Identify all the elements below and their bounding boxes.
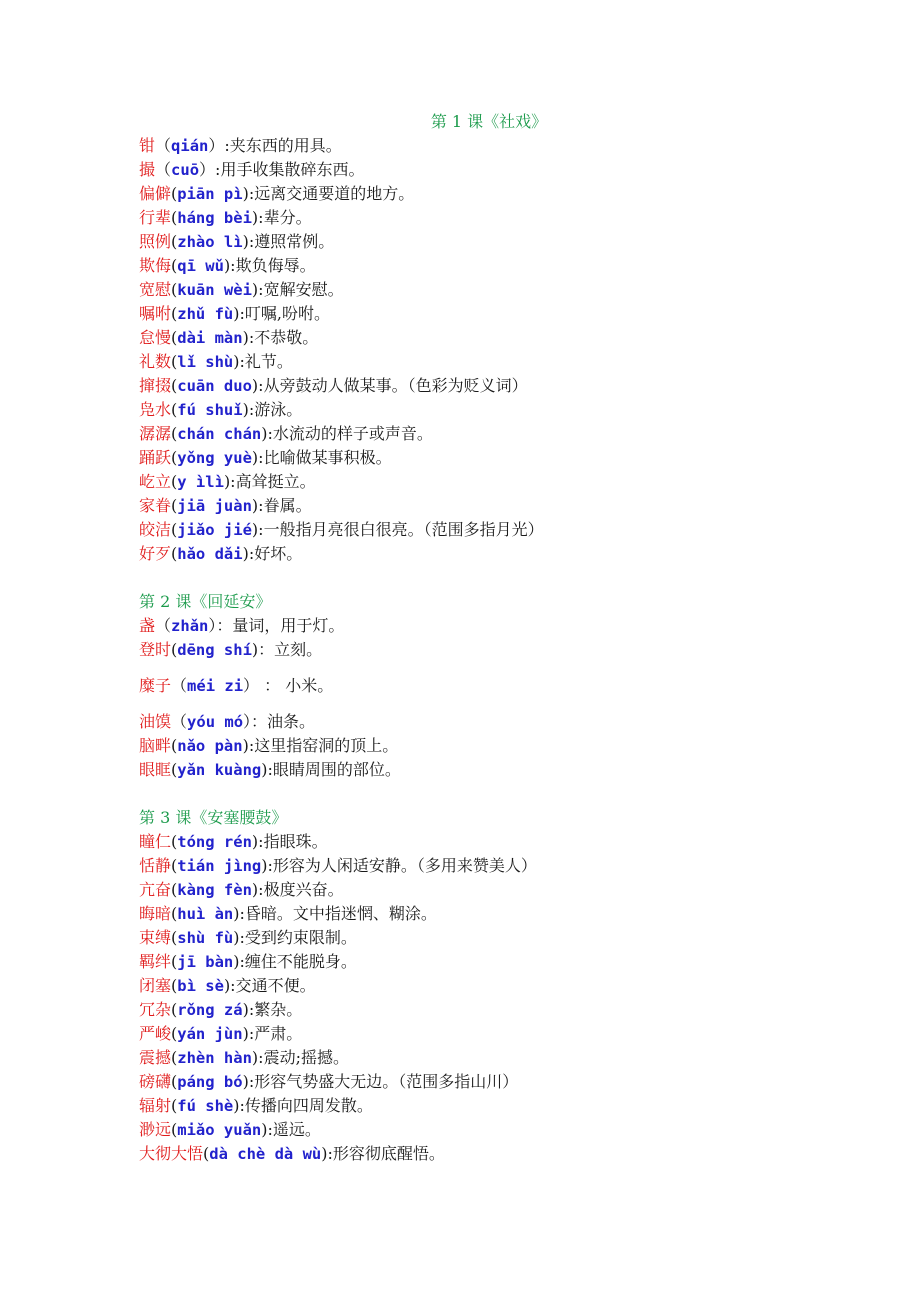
- vocab-pinyin: jī bàn: [177, 953, 234, 971]
- vocab-pinyin: páng bó: [177, 1073, 243, 1091]
- vocab-pinyin: chán chán: [177, 425, 262, 443]
- vocab-definition: 水流动的样子或声音。: [272, 424, 433, 443]
- open-paren: (: [171, 304, 178, 323]
- vocab-pinyin: hǎo dǎi: [177, 545, 243, 563]
- vocab-pinyin: méi zi: [187, 677, 244, 695]
- close-paren: ）:: [208, 136, 230, 155]
- vocab-definition: 指眼珠。: [263, 832, 328, 851]
- vocab-word: 恬静: [139, 856, 172, 875]
- vocab-definition: 小米。: [280, 676, 334, 695]
- close-paren: ):: [261, 760, 273, 779]
- vocab-pinyin: yóu mó: [187, 713, 244, 731]
- vocab-word: 羁绊: [139, 952, 172, 971]
- vocab-definition: 用手收集散碎东西。: [220, 160, 365, 179]
- vocab-word: 家眷: [139, 496, 172, 515]
- vocab-word: 礼数: [139, 352, 172, 371]
- lesson-2-entries: [139, 614, 859, 782]
- close-paren: ）：: [208, 616, 233, 635]
- close-paren: ):: [242, 232, 255, 251]
- open-paren: (: [171, 640, 178, 659]
- close-paren: ):: [251, 520, 264, 539]
- vocab-definition: 不恭敬。: [254, 328, 319, 347]
- lesson-3-entries: [139, 830, 859, 1166]
- vocab-entry: [139, 206, 859, 230]
- spacer: [139, 566, 859, 590]
- vocab-pinyin: yǒng yuè: [177, 449, 252, 467]
- vocab-pinyin: dà chè dà wù: [209, 1145, 322, 1163]
- open-paren: (: [171, 832, 178, 851]
- vocab-entry: [139, 1022, 859, 1046]
- vocab-word: 皎洁: [139, 520, 172, 539]
- vocab-pinyin: kuān wèi: [177, 281, 252, 299]
- vocab-definition: 遵照常例。: [254, 232, 335, 251]
- vocab-pinyin: miǎo yuǎn: [177, 1121, 262, 1139]
- open-paren: (: [171, 424, 178, 443]
- open-paren: (: [171, 256, 178, 275]
- vocab-word: 好歹: [139, 544, 172, 563]
- vocab-pinyin: háng bèi: [177, 209, 252, 227]
- vocab-entry: [139, 134, 859, 158]
- vocab-pinyin: bì sè: [177, 977, 224, 995]
- vocab-word: 照例: [139, 232, 172, 251]
- vocab-pinyin: zhèn hàn: [177, 1049, 252, 1067]
- open-paren: （: [171, 712, 188, 731]
- vocab-pinyin: y ìlì: [177, 473, 224, 491]
- open-paren: (: [171, 328, 178, 347]
- close-paren: ):: [242, 1072, 255, 1091]
- open-paren: （: [155, 616, 172, 635]
- close-paren: ):: [242, 736, 255, 755]
- vocab-word: 潺潺: [139, 424, 172, 443]
- vocab-word: 晦暗: [139, 904, 172, 923]
- spacer: [139, 782, 859, 806]
- vocab-word: 糜子: [139, 676, 172, 695]
- vocab-definition: 形容为人闲适安静。（多用来赞美人）: [272, 856, 537, 875]
- vocab-word: 欺侮: [139, 256, 172, 275]
- vocab-word: 束缚: [139, 928, 172, 947]
- vocab-entry: [139, 230, 859, 254]
- close-paren: ):: [321, 1144, 333, 1163]
- vocab-definition: 从旁鼓动人做某事。（色彩为贬义词）: [263, 376, 528, 395]
- close-paren: ):: [251, 880, 264, 899]
- vocab-entry: [139, 1070, 859, 1094]
- vocab-entry: [139, 674, 859, 698]
- open-paren: (: [171, 1072, 178, 1091]
- open-paren: (: [171, 1024, 178, 1043]
- vocab-definition: 好坏。: [254, 544, 303, 563]
- close-paren: ):: [233, 1096, 245, 1115]
- open-paren: (: [171, 904, 178, 923]
- vocab-word: 震撼: [139, 1048, 172, 1067]
- vocab-entry: [139, 446, 859, 470]
- vocab-word: 亢奋: [139, 880, 172, 899]
- close-paren: ):: [233, 952, 245, 971]
- close-paren: ):: [251, 448, 264, 467]
- close-paren: ):: [242, 400, 255, 419]
- open-paren: (: [171, 736, 178, 755]
- vocab-definition: 夹东西的用具。: [229, 136, 342, 155]
- vocab-word: 闭塞: [139, 976, 172, 995]
- close-paren: ):: [251, 832, 264, 851]
- close-paren: ):: [242, 184, 255, 203]
- open-paren: (: [171, 496, 178, 515]
- vocab-definition: 受到约束限制。: [244, 928, 357, 947]
- vocab-definition: 遥远。: [272, 1120, 321, 1139]
- vocab-word: 渺远: [139, 1120, 172, 1139]
- vocab-word: 冗杂: [139, 1000, 172, 1019]
- vocab-word: 登时: [139, 640, 172, 659]
- vocab-word: 屹立: [139, 472, 172, 491]
- open-paren: (: [171, 472, 178, 491]
- vocab-word: 严峻: [139, 1024, 172, 1043]
- close-paren: ):: [251, 208, 264, 227]
- vocab-entry: [139, 326, 859, 350]
- close-paren: ):: [233, 352, 245, 371]
- open-paren: (: [203, 1144, 210, 1163]
- vocab-entry: [139, 974, 859, 998]
- vocab-word: 凫水: [139, 400, 172, 419]
- vocab-pinyin: zhǎn: [171, 617, 209, 635]
- vocab-definition: 极度兴奋。: [263, 880, 344, 899]
- open-paren: (: [171, 448, 178, 467]
- vocab-entry: [139, 998, 859, 1022]
- close-paren: ):: [251, 1048, 264, 1067]
- open-paren: (: [171, 208, 178, 227]
- open-paren: (: [171, 232, 178, 251]
- open-paren: (: [171, 856, 178, 875]
- open-paren: （: [155, 136, 172, 155]
- vocab-entry: [139, 734, 859, 758]
- open-paren: （: [155, 160, 172, 179]
- vocab-word: 瞳仁: [139, 832, 172, 851]
- close-paren: ):: [242, 544, 255, 563]
- close-paren: ):: [242, 1024, 255, 1043]
- vocab-definition: 宽解安慰。: [263, 280, 344, 299]
- vocab-definition: 叮嘱,吩咐。: [244, 304, 330, 323]
- vocab-definition: 量词，用于灯。: [232, 616, 345, 635]
- vocab-entry: [139, 614, 859, 638]
- vocab-pinyin: cuō: [171, 161, 200, 179]
- close-paren: ):: [251, 496, 264, 515]
- close-paren: ):: [242, 328, 255, 347]
- vocab-pinyin: yǎn kuàng: [177, 761, 262, 779]
- vocab-definition: 繁杂。: [254, 1000, 303, 1019]
- vocab-pinyin: yán jùn: [177, 1025, 243, 1043]
- vocab-word: 盏: [139, 616, 156, 635]
- vocab-definition: 欺负侮辱。: [235, 256, 316, 275]
- open-paren: (: [171, 352, 178, 371]
- open-paren: (: [171, 184, 178, 203]
- close-paren: ）：: [243, 712, 268, 731]
- close-paren: ):: [233, 904, 245, 923]
- vocab-pinyin: rǒng zá: [177, 1001, 243, 1019]
- vocab-pinyin: kàng fèn: [177, 881, 252, 899]
- vocab-pinyin: nǎo pàn: [177, 737, 243, 755]
- close-paren: ):: [242, 1000, 255, 1019]
- vocab-word: 怠慢: [139, 328, 172, 347]
- close-paren: ):: [261, 424, 273, 443]
- close-paren: ):: [261, 1120, 273, 1139]
- open-paren: (: [171, 400, 178, 419]
- open-paren: (: [171, 280, 178, 299]
- vocab-pinyin: tián jìng: [177, 857, 262, 875]
- vocab-entry: [139, 398, 859, 422]
- vocab-entry: [139, 854, 859, 878]
- vocab-entry: [139, 542, 859, 566]
- vocab-entry: [139, 158, 859, 182]
- vocab-entry: [139, 950, 859, 974]
- vocab-definition: 游泳。: [254, 400, 303, 419]
- vocab-definition: 油条。: [267, 712, 316, 731]
- vocab-pinyin: piān pì: [177, 185, 243, 203]
- vocab-pinyin: lǐ shù: [177, 353, 234, 371]
- vocab-definition: 交通不便。: [235, 976, 316, 995]
- close-paren: ):: [233, 928, 245, 947]
- vocab-pinyin: tóng rén: [177, 833, 252, 851]
- open-paren: (: [171, 520, 178, 539]
- lesson-1-title: 第 1 课《社戏》: [430, 112, 548, 131]
- vocab-pinyin: jiā juàn: [177, 497, 252, 515]
- vocab-definition: 形容彻底醒悟。: [332, 1144, 445, 1163]
- vocab-entry: [139, 302, 859, 326]
- close-paren: ):: [251, 280, 264, 299]
- vocab-word: 宽慰: [139, 280, 172, 299]
- vocab-word: 撮: [139, 160, 156, 179]
- vocab-definition: 高耸挺立。: [235, 472, 316, 491]
- vocab-definition: 眷属。: [263, 496, 312, 515]
- vocab-definition: 一般指月亮很白很亮。（范围多指月光）: [263, 520, 544, 539]
- close-paren: )：: [251, 640, 275, 659]
- vocab-entry: [139, 422, 859, 446]
- close-paren: ） ：: [243, 676, 281, 695]
- vocab-pinyin: zhǔ fù: [177, 305, 234, 323]
- vocab-definition: 立刻。: [274, 640, 323, 659]
- vocab-word: 辐射: [139, 1096, 172, 1115]
- vocab-word: 行辈: [139, 208, 172, 227]
- vocab-definition: 形容气势盛大无边。（范围多指山川）: [254, 1072, 519, 1091]
- close-paren: ):: [223, 256, 236, 275]
- vocab-word: 钳: [139, 136, 156, 155]
- close-paren: ):: [251, 376, 264, 395]
- close-paren: ):: [233, 304, 245, 323]
- vocab-definition: 礼节。: [244, 352, 293, 371]
- open-paren: (: [171, 1120, 178, 1139]
- open-paren: (: [171, 952, 178, 971]
- vocab-word: 嘱咐: [139, 304, 172, 323]
- vocab-definition: 传播向四周发散。: [244, 1096, 373, 1115]
- vocab-entry: [139, 182, 859, 206]
- close-paren: ):: [223, 976, 236, 995]
- close-paren: ）:: [199, 160, 221, 179]
- vocab-word: 脑畔: [139, 736, 172, 755]
- vocab-entry: [139, 878, 859, 902]
- vocab-word: 磅礴: [139, 1072, 172, 1091]
- vocab-definition: 缠住不能脱身。: [244, 952, 357, 971]
- spacer: [139, 662, 859, 674]
- vocab-entry: [139, 926, 859, 950]
- vocabulary-document: [139, 110, 859, 1166]
- vocab-entry: [139, 254, 859, 278]
- vocab-pinyin: fú shuǐ: [177, 401, 243, 419]
- vocab-entry: [139, 494, 859, 518]
- vocab-entry: [139, 1094, 859, 1118]
- open-paren: (: [171, 760, 178, 779]
- vocab-entry: [139, 374, 859, 398]
- lesson-3-title: 第 3 课《安塞腰鼓》: [139, 808, 288, 827]
- vocab-word: 撺掇: [139, 376, 172, 395]
- open-paren: (: [171, 544, 178, 563]
- vocab-entry: [139, 278, 859, 302]
- open-paren: (: [171, 976, 178, 995]
- vocab-entry: [139, 470, 859, 494]
- close-paren: ):: [223, 472, 236, 491]
- vocab-definition: 严肃。: [254, 1024, 303, 1043]
- lesson-1-entries: [139, 134, 859, 566]
- vocab-word: 眼眶: [139, 760, 172, 779]
- vocab-word: 大彻大悟: [139, 1144, 204, 1163]
- open-paren: (: [171, 880, 178, 899]
- open-paren: (: [171, 1048, 178, 1067]
- vocab-word: 油馍: [139, 712, 172, 731]
- spacer: [139, 698, 859, 710]
- vocab-pinyin: dēng shí: [177, 641, 252, 659]
- vocab-entry: [139, 638, 859, 662]
- vocab-word: 偏僻: [139, 184, 172, 203]
- vocab-definition: 震动;摇撼。: [263, 1048, 349, 1067]
- open-paren: (: [171, 928, 178, 947]
- open-paren: (: [171, 376, 178, 395]
- vocab-entry: [139, 1118, 859, 1142]
- vocab-definition: 眼睛周围的部位。: [272, 760, 401, 779]
- vocab-pinyin: dài màn: [177, 329, 243, 347]
- vocab-pinyin: cuān duo: [177, 377, 252, 395]
- vocab-pinyin: huì àn: [177, 905, 234, 923]
- lesson-2-title: 第 2 课《回延安》: [139, 592, 272, 611]
- vocab-pinyin: fú shè: [177, 1097, 234, 1115]
- vocab-entry: [139, 1046, 859, 1070]
- vocab-pinyin: qián: [171, 137, 209, 155]
- vocab-pinyin: qī wǔ: [177, 257, 224, 275]
- vocab-word: 踊跃: [139, 448, 172, 467]
- vocab-entry: [139, 350, 859, 374]
- vocab-entry: [139, 902, 859, 926]
- vocab-definition: 昏暗。文中指迷惘、糊涂。: [244, 904, 437, 923]
- vocab-entry: [139, 518, 859, 542]
- vocab-definition: 这里指窑洞的顶上。: [254, 736, 399, 755]
- open-paren: (: [171, 1096, 178, 1115]
- vocab-pinyin: shù fù: [177, 929, 234, 947]
- vocab-definition: 远离交通要道的地方。: [254, 184, 415, 203]
- vocab-pinyin: zhào lì: [177, 233, 243, 251]
- vocab-entry: [139, 1142, 859, 1166]
- open-paren: （: [171, 676, 188, 695]
- open-paren: (: [171, 1000, 178, 1019]
- vocab-entry: [139, 758, 859, 782]
- close-paren: ):: [261, 856, 273, 875]
- vocab-entry: [139, 710, 859, 734]
- vocab-pinyin: jiǎo jié: [177, 521, 252, 539]
- vocab-entry: [139, 830, 859, 854]
- vocab-definition: 辈分。: [263, 208, 312, 227]
- vocab-definition: 比喻做某事积极。: [263, 448, 392, 467]
